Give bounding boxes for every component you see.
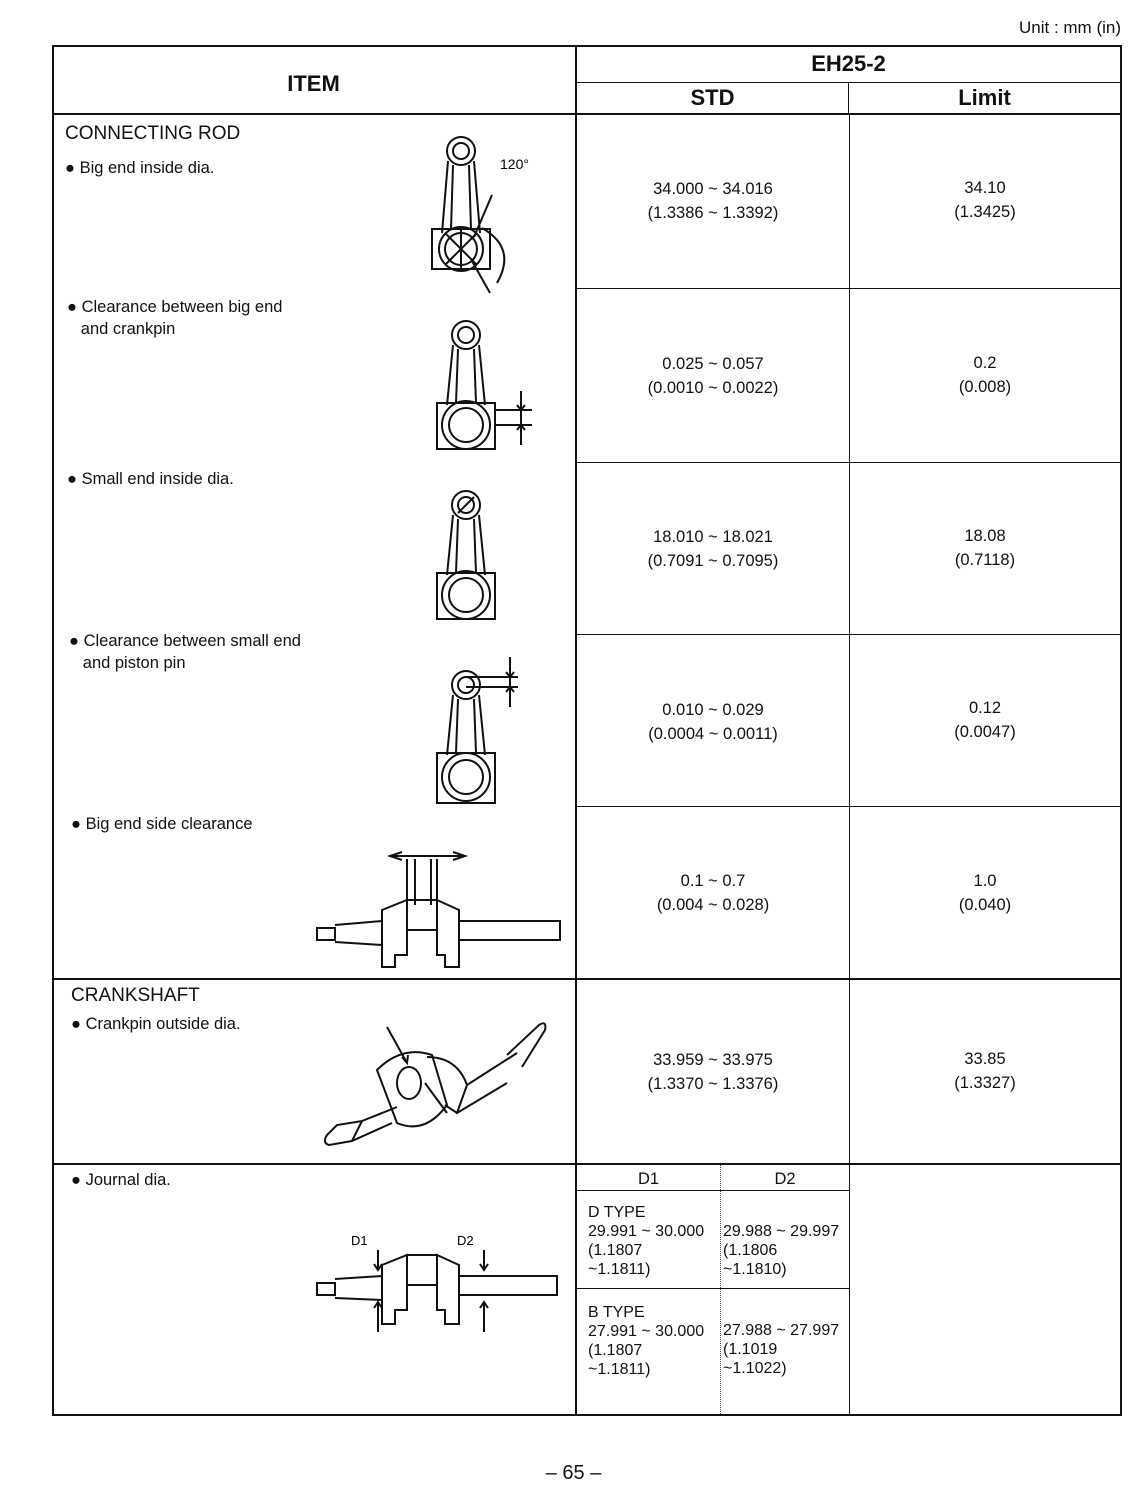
std-value: 0.1 ~ 0.7 (0.004 ~ 0.028) — [656, 872, 770, 914]
unit-label: Unit : mm (in) — [1019, 18, 1121, 37]
limit-value: 0.2 (0.008) — [958, 354, 1012, 396]
header-item: ITEM — [287, 71, 340, 96]
big-end-side-clearance-figure — [307, 845, 572, 975]
limit-value: 33.85 (1.3327) — [954, 1050, 1016, 1092]
std-value: 33.959 ~ 33.975 (1.3370 ~ 1.3376) — [647, 1051, 779, 1093]
journal-col-d2: D2 — [774, 1170, 796, 1188]
spec-table — [52, 45, 1122, 1416]
item-crankpin-outside-dia: ● Crankpin outside dia. — [71, 1015, 241, 1033]
journal-dia-figure — [307, 1220, 572, 1360]
item-journal-dia: ● Journal dia. — [71, 1171, 171, 1189]
b-type-d2: 27.988 ~ 27.997 (1.1019 ~1.1022) — [723, 1322, 840, 1377]
limit-value: 34.10 (1.3425) — [954, 179, 1016, 221]
item-small-end-clearance: ● Clearance between small end and piston pin — [69, 632, 301, 672]
header-std: STD — [690, 85, 735, 110]
big-end-inside-dia-figure — [422, 133, 562, 298]
angle-label: 120° — [500, 156, 529, 172]
limit-value: 0.12 (0.0047) — [954, 699, 1016, 741]
d-type-d1: D TYPE 29.991 ~ 30.000 (1.1807 ~1.1811) — [588, 1204, 705, 1278]
limit-value: 1.0 (0.040) — [958, 872, 1012, 914]
std-value: 34.000 ~ 34.016 (1.3386 ~ 1.3392) — [647, 180, 779, 222]
small-end-inside-dia-figure — [422, 483, 562, 628]
item-big-end-clearance: ● Clearance between big end and crankpin — [67, 298, 283, 338]
item-big-end-side-clearance: ● Big end side clearance — [71, 815, 253, 833]
section-connecting-rod: CONNECTING ROD — [65, 123, 241, 144]
crankpin-outside-dia-figure — [307, 995, 577, 1165]
journal-col-d1: D1 — [637, 1170, 660, 1188]
d-type-d2: 29.988 ~ 29.997 (1.1806 ~1.1810) — [723, 1223, 840, 1278]
big-end-clearance-figure — [422, 313, 562, 458]
b-type-d1: B TYPE 27.991 ~ 30.000 (1.1807 ~1.1811) — [588, 1304, 705, 1378]
header-model: EH25-2 — [811, 51, 886, 76]
std-value: 0.025 ~ 0.057 (0.0010 ~ 0.0022) — [647, 355, 779, 397]
item-big-end-inside-dia: ● Big end inside dia. — [65, 159, 215, 177]
page-number: – 65 – — [545, 1462, 602, 1484]
limit-value: 18.08 (0.7118) — [954, 527, 1016, 569]
fig-d2-label: D2 — [457, 1233, 474, 1248]
header-limit: Limit — [958, 85, 1011, 110]
section-crankshaft: CRANKSHAFT — [71, 985, 200, 1006]
std-value: 18.010 ~ 18.021 (0.7091 ~ 0.7095) — [647, 528, 779, 570]
fig-d1-label: D1 — [351, 1233, 368, 1248]
item-small-end-inside-dia: ● Small end inside dia. — [67, 470, 234, 488]
small-end-clearance-figure — [422, 653, 562, 808]
std-value: 0.010 ~ 0.029 (0.0004 ~ 0.0011) — [648, 701, 778, 743]
